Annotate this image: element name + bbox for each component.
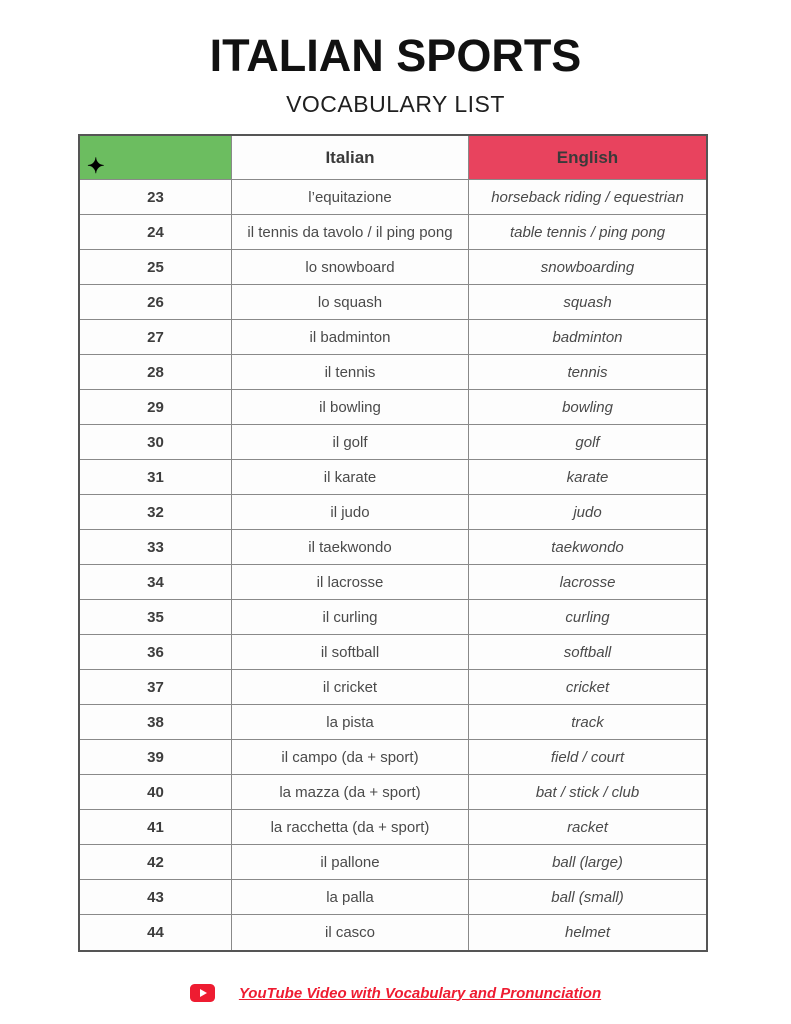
table-row (80, 390, 706, 425)
table-row (80, 705, 706, 740)
table-row (80, 915, 706, 950)
table-row (80, 425, 706, 460)
table-row (80, 565, 706, 600)
italian-word-cell: lo squash (232, 285, 469, 320)
table-header-italian: Italian (232, 136, 469, 180)
row-number-cell: 43 (80, 880, 232, 915)
row-number-cell: 36 (80, 635, 232, 670)
italian-word-cell: il pallone (232, 845, 469, 880)
star-icon: ✦ (87, 155, 105, 178)
italian-word-cell: il tennis (232, 355, 469, 390)
row-number-cell: 34 (80, 565, 232, 600)
row-number-cell: 29 (80, 390, 232, 425)
italian-word-cell: il badminton (232, 320, 469, 355)
page-subtitle: VOCABULARY LIST (286, 91, 505, 117)
english-word-cell: helmet (469, 915, 706, 950)
row-number-cell: 27 (80, 320, 232, 355)
table-row (80, 215, 706, 250)
english-word-cell: horseback riding / equestrian (469, 180, 706, 215)
italian-word-cell: il cricket (232, 670, 469, 705)
row-number-cell: 32 (80, 495, 232, 530)
english-word-cell: ball (large) (469, 845, 706, 880)
table-row (80, 355, 706, 390)
english-word-cell: table tennis / ping pong (469, 215, 706, 250)
vocab-table-body (80, 180, 706, 950)
italian-word-cell: la mazza (da + sport) (232, 775, 469, 810)
row-number-cell: 31 (80, 460, 232, 495)
table-row (80, 775, 706, 810)
table-row (80, 600, 706, 635)
english-word-cell: cricket (469, 670, 706, 705)
table-row (80, 810, 706, 845)
english-word-cell: field / court (469, 740, 706, 775)
english-word-cell: bowling (469, 390, 706, 425)
vocab-table (78, 134, 708, 952)
table-row (80, 285, 706, 320)
italian-word-cell: la racchetta (da + sport) (232, 810, 469, 845)
row-number-cell: 26 (80, 285, 232, 320)
english-word-cell: racket (469, 810, 706, 845)
table-row (80, 495, 706, 530)
row-number-cell: 41 (80, 810, 232, 845)
row-number-cell: 39 (80, 740, 232, 775)
table-row (80, 180, 706, 215)
row-number-cell: 33 (80, 530, 232, 565)
row-number-cell: 28 (80, 355, 232, 390)
english-word-cell: softball (469, 635, 706, 670)
italian-word-cell: il casco (232, 915, 469, 950)
italian-word-cell: il curling (232, 600, 469, 635)
english-word-cell: bat / stick / club (469, 775, 706, 810)
italian-word-cell: la pista (232, 705, 469, 740)
italian-word-cell: il taekwondo (232, 530, 469, 565)
row-number-cell: 30 (80, 425, 232, 460)
italian-word-cell: il karate (232, 460, 469, 495)
english-word-cell: snowboarding (469, 250, 706, 285)
italian-word-cell: il lacrosse (232, 565, 469, 600)
english-word-cell: tennis (469, 355, 706, 390)
youtube-video-link[interactable]: YouTube Video with Vocabulary and Pronunciation (238, 984, 602, 1002)
italian-word-cell: il tennis da tavolo / il ping pong (232, 215, 469, 250)
english-word-cell: badminton (469, 320, 706, 355)
italian-word-cell: il softball (232, 635, 469, 670)
footer (0, 984, 791, 1002)
row-number-cell: 40 (80, 775, 232, 810)
row-number-cell: 24 (80, 215, 232, 250)
table-row (80, 635, 706, 670)
row-number-cell: 35 (80, 600, 232, 635)
table-header-english: English (469, 136, 706, 180)
row-number-cell: 37 (80, 670, 232, 705)
english-word-cell: golf (469, 425, 706, 460)
english-word-cell: karate (469, 460, 706, 495)
table-row (80, 670, 706, 705)
italian-word-cell: il bowling (232, 390, 469, 425)
italian-word-cell: la palla (232, 880, 469, 915)
table-row (80, 460, 706, 495)
table-row (80, 320, 706, 355)
italian-word-cell: l’equitazione (232, 180, 469, 215)
table-row (80, 880, 706, 915)
row-number-cell: 44 (80, 915, 232, 950)
italian-word-cell: il golf (232, 425, 469, 460)
english-word-cell: taekwondo (469, 530, 706, 565)
youtube-play-icon[interactable] (190, 984, 215, 1002)
english-word-cell: judo (469, 495, 706, 530)
row-number-cell: 23 (80, 180, 232, 215)
table-row (80, 740, 706, 775)
english-word-cell: lacrosse (469, 565, 706, 600)
english-word-cell: track (469, 705, 706, 740)
english-word-cell: ball (small) (469, 880, 706, 915)
italian-word-cell: lo snowboard (232, 250, 469, 285)
english-word-cell: curling (469, 600, 706, 635)
page-title: ITALIAN SPORTS (209, 30, 582, 81)
table-row (80, 530, 706, 565)
row-number-cell: 38 (80, 705, 232, 740)
row-number-cell: 25 (80, 250, 232, 285)
italian-word-cell: il campo (da + sport) (232, 740, 469, 775)
table-row (80, 845, 706, 880)
table-header-star-cell (80, 136, 232, 180)
row-number-cell: 42 (80, 845, 232, 880)
table-header-row (80, 136, 706, 180)
table-row (80, 250, 706, 285)
english-word-cell: squash (469, 285, 706, 320)
italian-word-cell: il judo (232, 495, 469, 530)
